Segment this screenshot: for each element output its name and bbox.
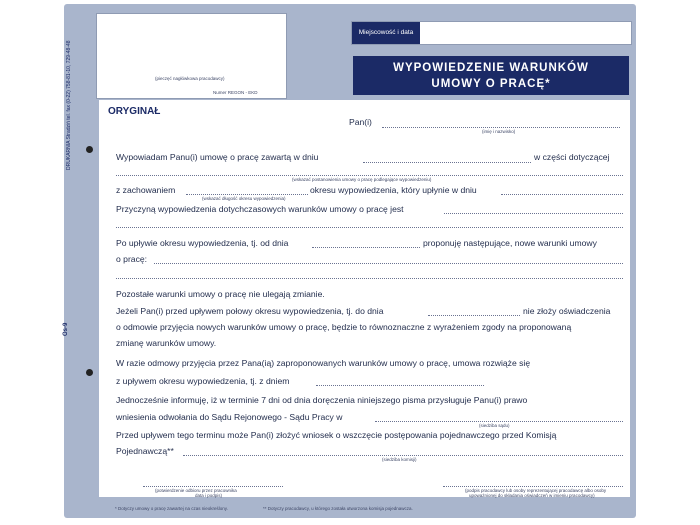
employee-name-caption: (imię i nazwisko): [482, 129, 516, 134]
place-date-field[interactable]: [351, 21, 632, 45]
printer-vertical-text: DRUKARNIA Stradziń tel. fax (0-22) 758-81-10, 729-48-48: [66, 40, 72, 170]
para1: Pozostałe warunki umowy o pracę nie ulegają zmianie.: [116, 289, 325, 299]
line2-text-a: z zachowaniem: [116, 185, 176, 195]
court-seat-field[interactable]: [375, 421, 623, 422]
notice-length-field[interactable]: [186, 194, 308, 195]
employer-signature-caption-1: (podpis pracodawcy lub osoby reprezentującej pracodawcę albo osoby: [465, 488, 607, 493]
para5: W razie odmowy przyjęcia przez Pana(ią) zaproponowanych warunków umowy o pracę, umowa rozwiąże się: [116, 358, 531, 368]
para9: Przed upływem tego terminu może Pan(i) złożyć wniosek o wszczęcie postępowania pojednawczego przed Komisją: [116, 430, 557, 440]
para4: zmianę warunków umowy.: [116, 338, 217, 348]
footnote-2: ** Dotyczy pracodawcy, u którego została utworzona komisja pojednawcza.: [263, 506, 413, 511]
binder-hole-bottom: [86, 369, 93, 376]
para2-a: Jeżeli Pan(i) przed upływem połowy okresu wypowiedzenia, tj. do dnia: [116, 306, 384, 316]
line1-text-b: w części dotyczącej: [534, 152, 610, 162]
employer-signature-field[interactable]: [443, 486, 623, 487]
place-date-label: Miejscowość i data: [352, 22, 420, 44]
para2-b: nie złoży oświadczenia: [523, 306, 611, 316]
para7: Jednocześnie informuję, iż w terminie 7 dni od dnia doręczenia niniejszego pisma przysługuje Panu(i) prawo: [116, 395, 528, 405]
para8: wniesienia odwołania do Sądu Rejonowego - Sądu Pracy w: [116, 412, 343, 422]
para10: Pojednawczą**: [116, 446, 174, 456]
line4-text-a: Po upływie okresu wypowiedzenia, tj. od dnia: [116, 238, 289, 248]
reason-field-1[interactable]: [444, 213, 623, 214]
binder-hole-top: [86, 146, 93, 153]
employee-signature-caption-2: data i podpis): [195, 493, 223, 498]
title-line-1: WYPOWIEDZENIE WARUNKÓW: [393, 62, 589, 74]
employee-signature-caption-1: (potwierdzenie odbioru przez pracownika: [155, 488, 237, 493]
footnote-1: * Dotyczy umowy o pracę zawartej na czas nieokreślony.: [115, 506, 228, 511]
commission-caption: (siedziba komisji): [382, 457, 417, 462]
new-terms-field-2[interactable]: [116, 278, 623, 279]
line2-text-b: okresu wypowiedzenia, który upłynie w dniu: [310, 185, 477, 195]
para3: o odmowie przyjęcia nowych warunków umowy o pracę, będzie to równoznaczne z wyrażeniem zgody na proponowaną: [116, 322, 572, 332]
line1-text-a: Wypowiadam Panu(i) umowę o pracę zawartą w dniu: [116, 152, 319, 162]
employee-name-field[interactable]: [382, 127, 620, 128]
employee-signature-field[interactable]: [143, 486, 283, 487]
terms-caption: (wskazać postanowienia umowy o pracę podlegające wypowiedzeniu): [292, 177, 432, 182]
line4-text-b: proponuję następujące, nowe warunki umowy: [423, 238, 597, 248]
form-content: [99, 100, 630, 497]
stamp-caption: (pieczęć nagłówkowa pracodawcy): [155, 76, 225, 81]
notice-end-date-field[interactable]: [501, 194, 623, 195]
contract-terms-field[interactable]: [116, 175, 623, 176]
termination-date-field[interactable]: [316, 385, 484, 386]
pan-label: Pan(i): [349, 117, 372, 127]
court-caption: (siedziba sądu): [479, 423, 510, 428]
reason-field-2[interactable]: [116, 227, 623, 228]
title-line-2: UMOWY O PRACĘ*: [431, 78, 551, 90]
declaration-date-field[interactable]: [428, 315, 520, 316]
new-terms-date-field[interactable]: [312, 247, 420, 248]
original-label: ORYGINAŁ: [108, 106, 161, 117]
line5-text: o pracę:: [116, 254, 148, 264]
commission-seat-field[interactable]: [183, 455, 623, 456]
regon-label: Numer REGON - EKD: [213, 90, 258, 95]
line3-text: Przyczyną wypowiedzenia dotychczasowych warunków umowy o pracę jest: [116, 204, 404, 214]
form-code: Os-9: [63, 322, 69, 336]
new-terms-field-1[interactable]: [154, 263, 623, 264]
employer-stamp-box[interactable]: [96, 13, 287, 99]
employer-signature-caption-2: upoważnionej do składania oświadczeń w imieniu pracodawcy): [469, 493, 595, 498]
form-title: [353, 56, 629, 95]
contract-date-field[interactable]: [363, 162, 531, 163]
notice-length-caption: (wskazać długość okresu wypowiedzenia): [202, 196, 286, 201]
para6: z upływem okresu wypowiedzenia, tj. z dniem: [116, 376, 290, 386]
